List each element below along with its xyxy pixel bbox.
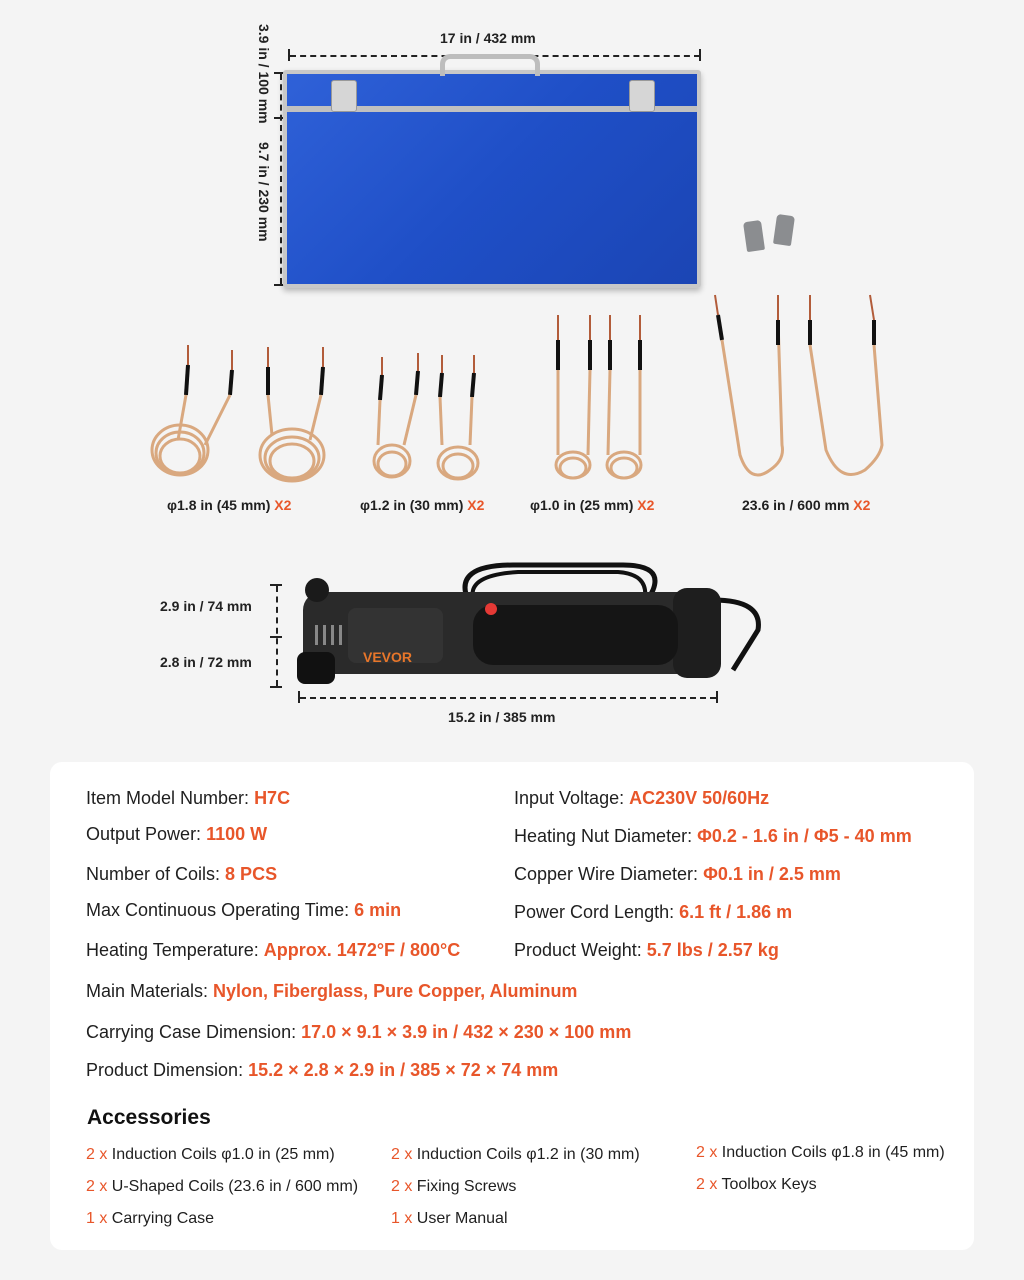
heater-height-bottom-label: 2.8 in / 72 mm	[160, 654, 252, 670]
coil-label-u-shaped: 23.6 in / 600 mm X2	[742, 497, 871, 513]
accessory-item: 2 x Induction Coils φ1.0 in (25 mm)	[86, 1146, 335, 1163]
coil-label-30mm: φ1.2 in (30 mm) X2	[360, 497, 485, 513]
case-latch-right	[629, 80, 655, 112]
accessory-item: 1 x Carrying Case	[86, 1210, 215, 1227]
spec-model: Item Model Number: H7C	[86, 788, 291, 808]
coil-label-25mm: φ1.0 in (25 mm) X2	[530, 497, 655, 513]
spec-input-voltage: Input Voltage: AC230V 50/60Hz	[514, 788, 770, 808]
case-depth-label: 3.9 in / 100 mm	[256, 24, 272, 124]
spec-cord-length: Power Cord Length: 6.1 ft / 1.86 m	[514, 902, 793, 922]
induction-heater-image	[293, 560, 763, 690]
case-width-label: 17 in / 432 mm	[440, 30, 536, 46]
accessory-item: 2 x Induction Coils φ1.8 in (45 mm)	[696, 1144, 945, 1161]
accessory-item: 2 x Induction Coils φ1.2 in (30 mm)	[391, 1146, 640, 1163]
case-height-label: 9.7 in / 230 mm	[256, 142, 272, 242]
spec-main-materials: Main Materials: Nylon, Fiberglass, Pure Copper, Aluminum	[86, 981, 578, 1001]
accessory-item: 2 x Toolbox Keys	[696, 1176, 817, 1193]
case-handle	[440, 54, 540, 76]
induction-coils-image	[140, 285, 900, 485]
spec-heating-temperature: Heating Temperature: Approx. 1472°F / 800°C	[86, 940, 461, 960]
accessory-item: 2 x U-Shaped Coils (23.6 in / 600 mm)	[86, 1178, 359, 1195]
spec-nut-diameter: Heating Nut Diameter: Φ0.2 - 1.6 in / Φ5 - 40 mm	[514, 826, 912, 846]
spec-case-dimension: Carrying Case Dimension: 17.0 × 9.1 × 3.9 in / 432 × 230 × 100 mm	[86, 1022, 632, 1042]
spec-number-of-coils: Number of Coils: 8 PCS	[86, 864, 278, 884]
spec-wire-diameter: Copper Wire Diameter: Φ0.1 in / 2.5 mm	[514, 864, 841, 884]
specs-panel	[50, 762, 974, 1250]
heater-height-top-label: 2.9 in / 74 mm	[160, 598, 252, 614]
spec-operating-time: Max Continuous Operating Time: 6 min	[86, 900, 402, 920]
accessories-title: Accessories	[87, 1106, 211, 1129]
coil-label-45mm: φ1.8 in (45 mm) X2	[167, 497, 292, 513]
accessory-item: 1 x User Manual	[391, 1210, 508, 1227]
carrying-case-image	[283, 70, 701, 288]
case-latch-left	[331, 80, 357, 112]
toolbox-keys-image	[745, 215, 805, 255]
spec-product-dimension: Product Dimension: 15.2 × 2.8 × 2.9 in / 385 × 72 × 74 mm	[86, 1060, 559, 1080]
spec-output-power: Output Power: 1100 W	[86, 824, 268, 844]
accessory-item: 2 x Fixing Screws	[391, 1178, 517, 1195]
heater-length-label: 15.2 in / 385 mm	[448, 709, 556, 725]
heater-brand-logo: VEVOR	[363, 649, 413, 665]
spec-product-weight: Product Weight: 5.7 lbs / 2.57 kg	[514, 940, 779, 960]
